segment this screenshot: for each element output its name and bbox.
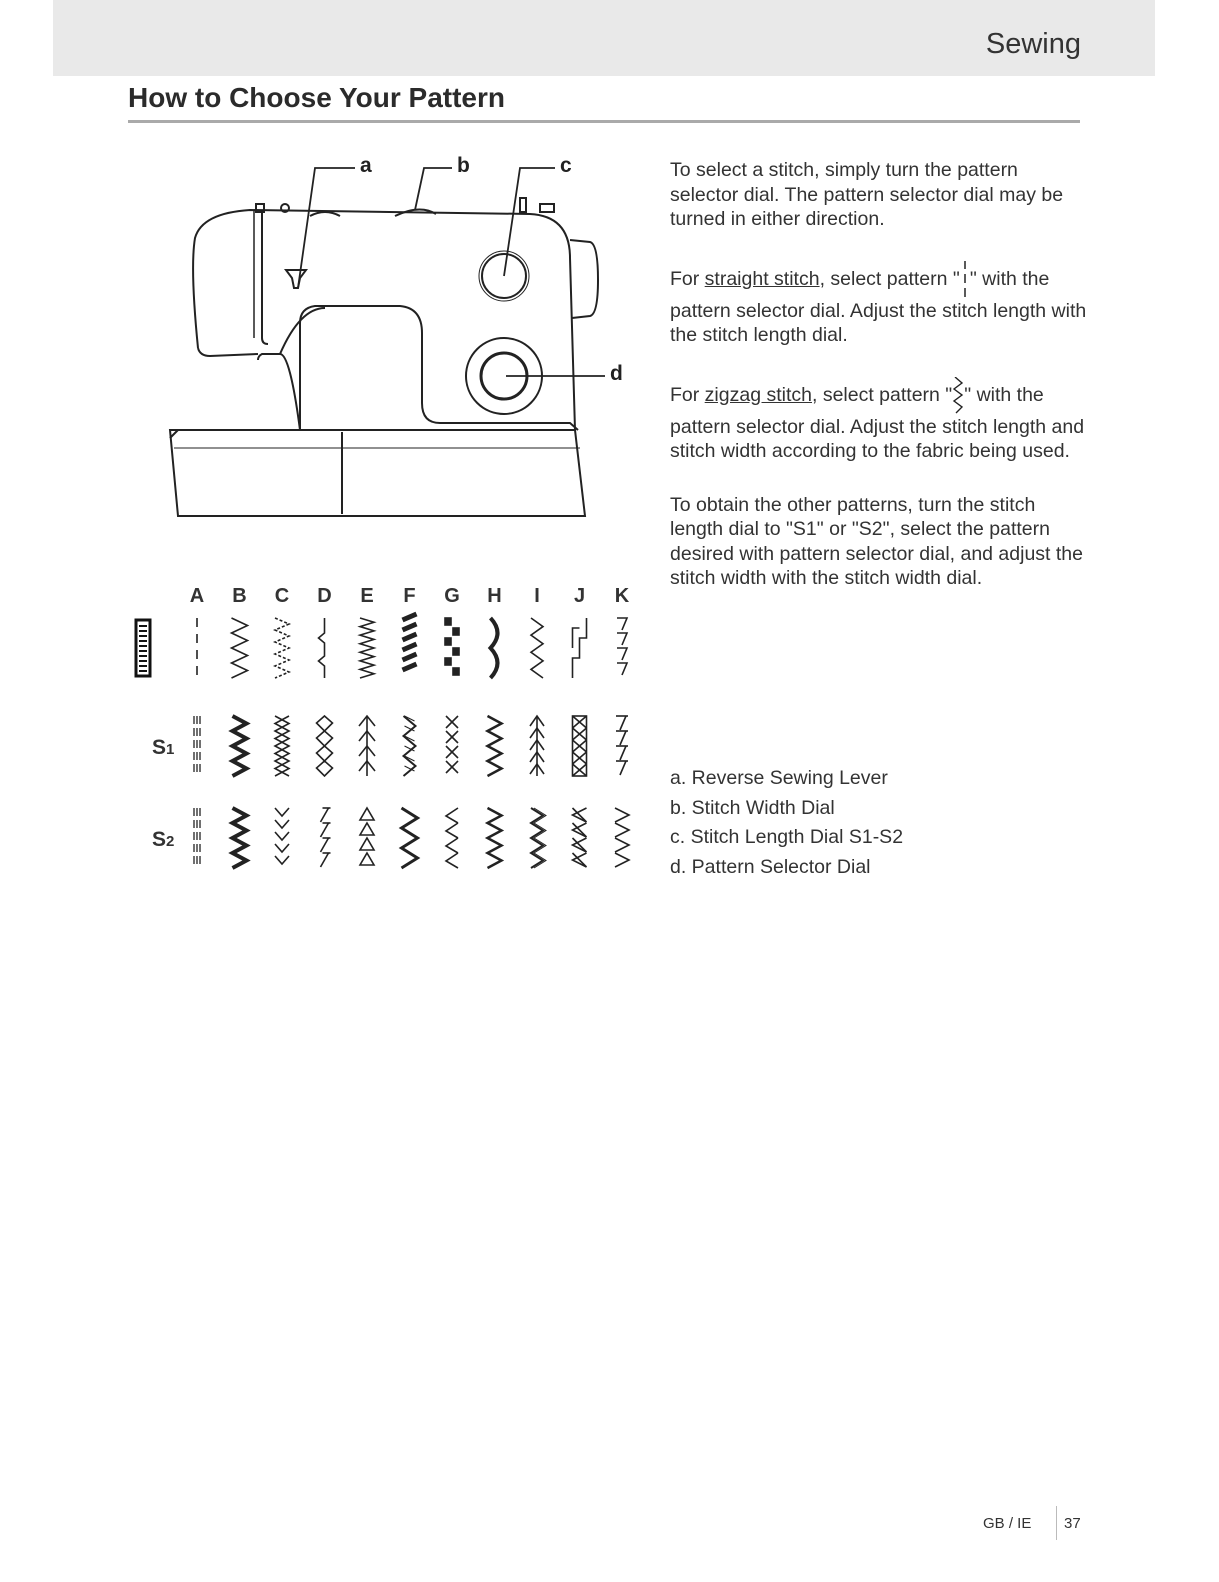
- stitch-g-row1: [445, 618, 459, 675]
- stitch-b-row2: [233, 716, 247, 776]
- stitch-a-row2: [194, 716, 200, 772]
- machine-bed: [170, 430, 585, 516]
- stitch-b-row3: [233, 808, 247, 868]
- column-label-g: G: [444, 585, 460, 607]
- paragraph-zigzag: For zigzag stitch, select pattern " " with the pattern selector dial. Adjust the stitch length and stitch width according to the fabric being used.: [670, 377, 1090, 464]
- stitch-d-row3: [321, 808, 331, 867]
- paragraph-other-patterns: To obtain the other patterns, turn the stitch length dial to "S1" or "S2", select the pattern desired with pattern selector dial, and adjust the stitch width with the stitch width dial.: [670, 493, 1083, 589]
- section-title: Sewing: [985, 28, 1081, 60]
- instructions-text: [670, 158, 1090, 620]
- machine-arm-opening: [300, 306, 578, 430]
- row-label-s2: S2: [152, 828, 175, 851]
- title-divider: [128, 120, 1080, 123]
- stitch-e-row3: [360, 808, 374, 865]
- footer-language: GB / IE: [983, 1515, 1032, 1532]
- stitch-f-row3: [402, 808, 418, 868]
- stitch-h-row3: [488, 808, 502, 868]
- label-c: c: [560, 154, 572, 177]
- handwheel: [570, 240, 598, 318]
- stitch-g-row3: [446, 808, 458, 868]
- stitch-j-row2: [573, 716, 587, 776]
- parts-legend: [670, 764, 903, 882]
- zigzag-stitch-icon: [952, 377, 964, 415]
- straight-stitch-term: straight stitch: [704, 267, 820, 290]
- stitch-k-row2: [616, 716, 628, 775]
- stitch-g-row2: [446, 716, 458, 773]
- machine-head: [193, 210, 575, 430]
- column-label-e: E: [360, 585, 374, 607]
- stitch-h-row1: [491, 618, 498, 678]
- column-label-i: I: [534, 585, 540, 607]
- stitch-d-row2: [317, 716, 333, 776]
- stitch-pattern-chart: [120, 576, 650, 886]
- label-b: b: [457, 154, 470, 177]
- stitch-d-row1: [319, 618, 325, 678]
- stitch-e-row1: [360, 618, 374, 678]
- reverse-lever: [286, 270, 306, 288]
- label-a: a: [360, 154, 372, 177]
- paragraph-straight: For straight stitch, select pattern " " with the pattern selector dial. Adjust the stitch length with the stitch length dial.: [670, 261, 1090, 348]
- stitch-c-row1: [275, 618, 289, 678]
- stitch-k-row1: [617, 618, 627, 675]
- zigzag-stitch-term: zigzag stitch: [704, 383, 812, 406]
- legend-item: b. Stitch Width Dial: [670, 796, 835, 819]
- row-label-s1: S1: [152, 736, 175, 759]
- legend-item: a. Reverse Sewing Lever: [670, 767, 888, 789]
- stitch-b-row1: [232, 618, 248, 678]
- stitch-i-row2: [530, 716, 544, 776]
- column-label-d: D: [317, 585, 332, 607]
- stitch-i-row1: [531, 618, 543, 678]
- column-label-b: B: [232, 585, 247, 607]
- stitch-c-row2: [275, 716, 289, 776]
- page-number: 37: [1064, 1515, 1081, 1532]
- stitch-h-row2: [488, 716, 502, 776]
- page-title: How to Choose Your Pattern: [128, 82, 505, 113]
- stitch-f-row2: [404, 716, 416, 776]
- column-label-h: H: [487, 585, 502, 607]
- legend-item: c. Stitch Length Dial S1-S2: [670, 826, 904, 848]
- column-label-c: C: [274, 585, 290, 607]
- stitch-e-row2: [359, 716, 375, 776]
- column-label-k: K: [614, 585, 630, 607]
- stitch-k-row3: [615, 808, 629, 867]
- stitch-a-row3: [194, 808, 200, 864]
- column-label-f: F: [403, 585, 416, 607]
- legend-item: d. Pattern Selector Dial: [670, 855, 871, 878]
- column-label-a: A: [189, 585, 205, 607]
- stitch-f-row1: [403, 614, 417, 670]
- stitch-c-row3: [275, 808, 289, 864]
- stitch-j-row1: [573, 618, 587, 678]
- presser-foot-icon: [136, 620, 150, 676]
- column-label-j: J: [573, 585, 586, 607]
- footer-divider: [1056, 1506, 1057, 1540]
- label-d: d: [610, 362, 623, 385]
- straight-stitch-icon: [960, 261, 970, 299]
- sewing-machine-illustration: [150, 148, 640, 528]
- paragraph-intro: To select a stitch, simply turn the pattern selector dial. The pattern selector dial may be turned in either direction.: [670, 159, 1064, 230]
- stitch-i-row3: [531, 808, 546, 868]
- stitch-j-row3: [573, 808, 587, 867]
